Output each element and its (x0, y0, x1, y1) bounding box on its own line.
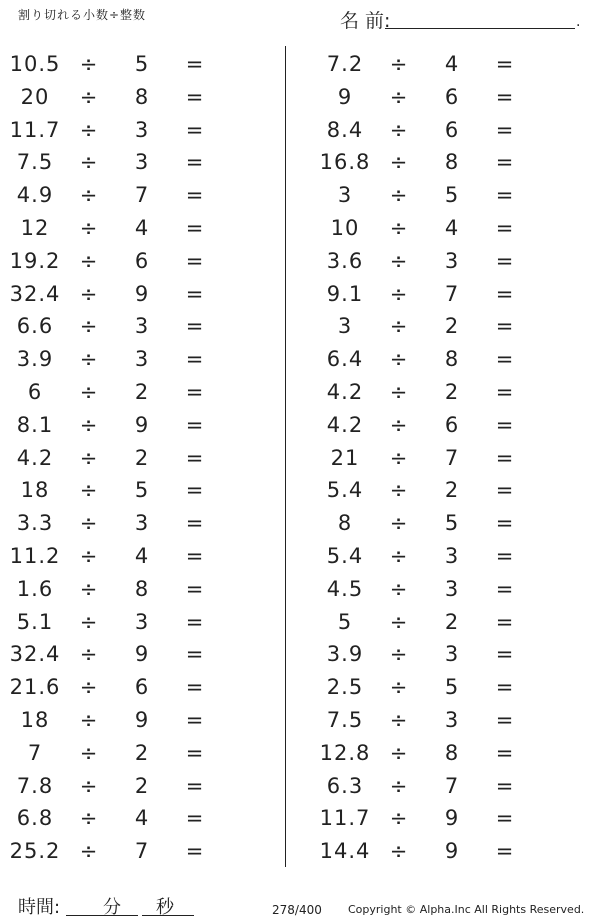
divisor: 5 (444, 183, 460, 208)
divisor: 3 (444, 543, 460, 568)
dividend: 1.6 (16, 576, 54, 601)
time-label: 時間: (18, 897, 61, 918)
divisor: 7 (444, 445, 460, 470)
dividend: 8.1 (16, 412, 54, 437)
divisor: 6 (444, 117, 460, 142)
problem-row (0, 278, 280, 311)
divisor: 7 (444, 773, 460, 798)
dividend: 2.5 (326, 675, 364, 700)
equals-sign: = (185, 183, 205, 208)
equals-sign: = (185, 478, 205, 503)
divisor: 4 (134, 543, 150, 568)
dividend: 8.4 (326, 117, 364, 142)
equals-sign: = (185, 642, 205, 667)
divide-sign: ÷ (389, 84, 409, 109)
equals-sign: = (185, 576, 205, 601)
divide-sign: ÷ (389, 183, 409, 208)
divisor: 5 (134, 52, 150, 76)
problem-row (310, 770, 590, 803)
dividend: 10.5 (9, 52, 61, 76)
divisor: 3 (134, 117, 150, 142)
dividend: 3.3 (16, 511, 54, 536)
problems-left-column (0, 48, 280, 868)
divide-sign: ÷ (389, 707, 409, 732)
equals-sign: = (185, 150, 205, 175)
equals-sign: = (185, 675, 205, 700)
equals-sign: = (495, 478, 515, 503)
divide-sign: ÷ (389, 675, 409, 700)
problem-row (310, 278, 590, 311)
seconds-label: 秒 (156, 897, 174, 918)
equals-sign: = (495, 281, 515, 306)
problem-row (0, 114, 280, 147)
problem-row (310, 245, 590, 278)
divisor: 6 (444, 84, 460, 109)
equals-sign: = (495, 707, 515, 732)
equals-sign: = (495, 52, 515, 76)
problem-row (310, 737, 590, 770)
divisor: 8 (134, 84, 150, 109)
equals-sign: = (185, 773, 205, 798)
dividend: 4.2 (16, 445, 54, 470)
equals-sign: = (495, 379, 515, 404)
dividend: 25.2 (9, 839, 61, 864)
equals-sign: = (495, 150, 515, 175)
divide-sign: ÷ (79, 707, 99, 732)
dividend: 6.8 (16, 806, 54, 831)
divisor: 4 (134, 215, 150, 240)
equals-sign: = (185, 412, 205, 437)
problem-row (0, 442, 280, 475)
divisor: 2 (134, 379, 150, 404)
divisor: 3 (444, 642, 460, 667)
minutes-label: 分 (103, 897, 121, 918)
equals-sign: = (495, 773, 515, 798)
divisor: 8 (444, 150, 460, 175)
equals-sign: = (495, 314, 515, 339)
problem-row (310, 704, 590, 737)
problem-row (310, 48, 590, 81)
problem-row (0, 671, 280, 704)
problem-row (0, 310, 280, 343)
dividend: 6.4 (326, 347, 364, 372)
problem-row (310, 835, 590, 868)
divisor: 9 (134, 281, 150, 306)
divide-sign: ÷ (79, 740, 99, 765)
divide-sign: ÷ (389, 445, 409, 470)
equals-sign: = (185, 117, 205, 142)
dividend: 32.4 (9, 281, 61, 306)
divide-sign: ÷ (389, 248, 409, 273)
divisor: 8 (444, 740, 460, 765)
dividend: 7 (27, 740, 43, 765)
minutes-underline (66, 915, 138, 916)
divide-sign: ÷ (389, 52, 409, 76)
problem-row (0, 179, 280, 212)
problem-row (310, 573, 590, 606)
equals-sign: = (495, 412, 515, 437)
divide-sign: ÷ (79, 773, 99, 798)
equals-sign: = (495, 642, 515, 667)
equals-sign: = (495, 839, 515, 864)
divisor: 7 (444, 281, 460, 306)
name-label: 名 前: (340, 10, 391, 32)
dividend: 18 (20, 707, 50, 732)
problem-row (310, 376, 590, 409)
divisor: 9 (134, 707, 150, 732)
divide-sign: ÷ (389, 773, 409, 798)
equals-sign: = (495, 117, 515, 142)
equals-sign: = (495, 740, 515, 765)
dividend: 7.5 (326, 707, 364, 732)
divisor: 2 (444, 314, 460, 339)
divide-sign: ÷ (79, 52, 99, 76)
dividend: 4.5 (326, 576, 364, 601)
problem-row (310, 212, 590, 245)
dividend: 3 (337, 314, 353, 339)
equals-sign: = (185, 314, 205, 339)
page-number: 278/400 (272, 903, 322, 917)
equals-sign: = (495, 675, 515, 700)
dividend: 11.2 (9, 543, 61, 568)
divisor: 6 (134, 248, 150, 273)
equals-sign: = (495, 183, 515, 208)
problem-row (310, 442, 590, 475)
dividend: 6 (27, 379, 43, 404)
equals-sign: = (495, 445, 515, 470)
divisor: 9 (134, 412, 150, 437)
divide-sign: ÷ (79, 543, 99, 568)
divisor: 8 (444, 347, 460, 372)
equals-sign: = (185, 543, 205, 568)
divisor: 2 (134, 445, 150, 470)
dividend: 7.2 (326, 52, 364, 76)
divide-sign: ÷ (79, 281, 99, 306)
divisor: 2 (134, 773, 150, 798)
dividend: 3.6 (326, 248, 364, 273)
divisor: 6 (134, 675, 150, 700)
equals-sign: = (495, 215, 515, 240)
divide-sign: ÷ (79, 675, 99, 700)
problem-row (310, 146, 590, 179)
dividend: 5.1 (16, 609, 54, 634)
dividend: 5 (337, 609, 353, 634)
divisor: 9 (134, 642, 150, 667)
dividend: 21.6 (9, 675, 61, 700)
divisor: 9 (444, 806, 460, 831)
dividend: 4.2 (326, 379, 364, 404)
problem-row (310, 179, 590, 212)
problem-row (310, 409, 590, 442)
dividend: 4.9 (16, 183, 54, 208)
equals-sign: = (495, 511, 515, 536)
divide-sign: ÷ (79, 806, 99, 831)
divisor: 5 (444, 511, 460, 536)
dividend: 12.8 (319, 740, 371, 765)
problem-row (0, 770, 280, 803)
divide-sign: ÷ (389, 379, 409, 404)
problem-row (0, 507, 280, 540)
divide-sign: ÷ (389, 642, 409, 667)
divisor: 3 (444, 576, 460, 601)
divide-sign: ÷ (79, 609, 99, 634)
divisor: 2 (444, 478, 460, 503)
divisor: 4 (134, 806, 150, 831)
problem-row (0, 573, 280, 606)
problem-row (0, 245, 280, 278)
divide-sign: ÷ (389, 543, 409, 568)
problem-row (310, 114, 590, 147)
equals-sign: = (495, 543, 515, 568)
problem-row (310, 343, 590, 376)
worksheet-title: 割り切れる小数÷整数 (18, 8, 147, 22)
divide-sign: ÷ (79, 347, 99, 372)
divide-sign: ÷ (79, 379, 99, 404)
divisor: 3 (134, 150, 150, 175)
problem-row (0, 409, 280, 442)
divide-sign: ÷ (389, 347, 409, 372)
dividend: 11.7 (319, 806, 371, 831)
dividend: 16.8 (319, 150, 371, 175)
equals-sign: = (185, 740, 205, 765)
divide-sign: ÷ (79, 117, 99, 142)
divisor: 4 (444, 215, 460, 240)
divisor: 6 (444, 412, 460, 437)
dividend: 7.5 (16, 150, 54, 175)
equals-sign: = (185, 281, 205, 306)
divide-sign: ÷ (389, 281, 409, 306)
equals-sign: = (185, 379, 205, 404)
divide-sign: ÷ (389, 412, 409, 437)
divide-sign: ÷ (389, 117, 409, 142)
divide-sign: ÷ (79, 511, 99, 536)
divisor: 2 (444, 609, 460, 634)
divide-sign: ÷ (389, 150, 409, 175)
problem-row (310, 671, 590, 704)
dividend: 11.7 (9, 117, 61, 142)
divide-sign: ÷ (79, 215, 99, 240)
dividend: 18 (20, 478, 50, 503)
equals-sign: = (185, 52, 205, 76)
problem-row (310, 310, 590, 343)
dividend: 9 (337, 84, 353, 109)
divisor: 3 (444, 707, 460, 732)
divisor: 2 (134, 740, 150, 765)
problem-row (0, 540, 280, 573)
dividend: 6.3 (326, 773, 364, 798)
dividend: 3.9 (16, 347, 54, 372)
equals-sign: = (495, 248, 515, 273)
problem-row (310, 474, 590, 507)
problem-row (0, 212, 280, 245)
problem-row (0, 376, 280, 409)
dividend: 5.4 (326, 543, 364, 568)
problem-row (310, 638, 590, 671)
divide-sign: ÷ (79, 150, 99, 175)
dividend: 7.8 (16, 773, 54, 798)
divisor: 3 (134, 347, 150, 372)
problem-row (0, 802, 280, 835)
divisor: 5 (134, 478, 150, 503)
divide-sign: ÷ (389, 511, 409, 536)
equals-sign: = (185, 84, 205, 109)
divide-sign: ÷ (389, 740, 409, 765)
problem-row (310, 802, 590, 835)
problem-row (0, 835, 280, 868)
divide-sign: ÷ (79, 314, 99, 339)
divisor: 3 (444, 248, 460, 273)
equals-sign: = (495, 84, 515, 109)
equals-sign: = (495, 576, 515, 601)
divide-sign: ÷ (389, 609, 409, 634)
dividend: 19.2 (9, 248, 61, 273)
divide-sign: ÷ (79, 84, 99, 109)
problem-row (0, 146, 280, 179)
divide-sign: ÷ (389, 314, 409, 339)
equals-sign: = (185, 609, 205, 634)
divide-sign: ÷ (79, 248, 99, 273)
equals-sign: = (185, 347, 205, 372)
dividend: 6.6 (16, 314, 54, 339)
problem-row (0, 704, 280, 737)
dividend: 3.9 (326, 642, 364, 667)
divide-sign: ÷ (79, 445, 99, 470)
divide-sign: ÷ (79, 412, 99, 437)
divisor: 5 (444, 675, 460, 700)
problem-row (0, 606, 280, 639)
column-divider (285, 46, 286, 867)
problem-row (310, 81, 590, 114)
divisor: 3 (134, 609, 150, 634)
name-field[interactable] (340, 6, 585, 33)
dividend: 14.4 (319, 839, 371, 864)
divide-sign: ÷ (79, 478, 99, 503)
dividend: 12 (20, 215, 50, 240)
divisor: 7 (134, 183, 150, 208)
divide-sign: ÷ (79, 839, 99, 864)
equals-sign: = (185, 248, 205, 273)
problem-row (310, 507, 590, 540)
dividend: 32.4 (9, 642, 61, 667)
name-end-mark: . (576, 14, 581, 30)
copyright-text: Copyright © Alpha.Inc All Rights Reserved. (348, 903, 585, 916)
divisor: 3 (134, 314, 150, 339)
divisor: 7 (134, 839, 150, 864)
equals-sign: = (185, 445, 205, 470)
problems-right-column (310, 48, 590, 868)
divide-sign: ÷ (389, 478, 409, 503)
dividend: 3 (337, 183, 353, 208)
divisor: 9 (444, 839, 460, 864)
problem-row (310, 606, 590, 639)
divide-sign: ÷ (389, 215, 409, 240)
divide-sign: ÷ (389, 576, 409, 601)
time-field (18, 893, 174, 919)
divisor: 3 (134, 511, 150, 536)
dividend: 5.4 (326, 478, 364, 503)
problem-row (310, 540, 590, 573)
dividend: 9.1 (326, 281, 364, 306)
equals-sign: = (185, 839, 205, 864)
problem-row (0, 81, 280, 114)
dividend: 8 (337, 511, 353, 536)
divide-sign: ÷ (389, 806, 409, 831)
problem-row (0, 638, 280, 671)
dividend: 20 (20, 84, 50, 109)
name-underline (385, 28, 575, 29)
equals-sign: = (495, 609, 515, 634)
problem-row (0, 737, 280, 770)
problem-row (0, 48, 280, 81)
equals-sign: = (185, 707, 205, 732)
divide-sign: ÷ (79, 183, 99, 208)
problem-row (0, 474, 280, 507)
equals-sign: = (495, 806, 515, 831)
equals-sign: = (185, 511, 205, 536)
divisor: 8 (134, 576, 150, 601)
equals-sign: = (185, 215, 205, 240)
divide-sign: ÷ (79, 642, 99, 667)
equals-sign: = (185, 806, 205, 831)
divide-sign: ÷ (79, 576, 99, 601)
dividend: 10 (330, 215, 360, 240)
equals-sign: = (495, 347, 515, 372)
divide-sign: ÷ (389, 839, 409, 864)
dividend: 21 (330, 445, 360, 470)
divisor: 4 (444, 52, 460, 76)
problem-row (0, 343, 280, 376)
dividend: 4.2 (326, 412, 364, 437)
divisor: 2 (444, 379, 460, 404)
